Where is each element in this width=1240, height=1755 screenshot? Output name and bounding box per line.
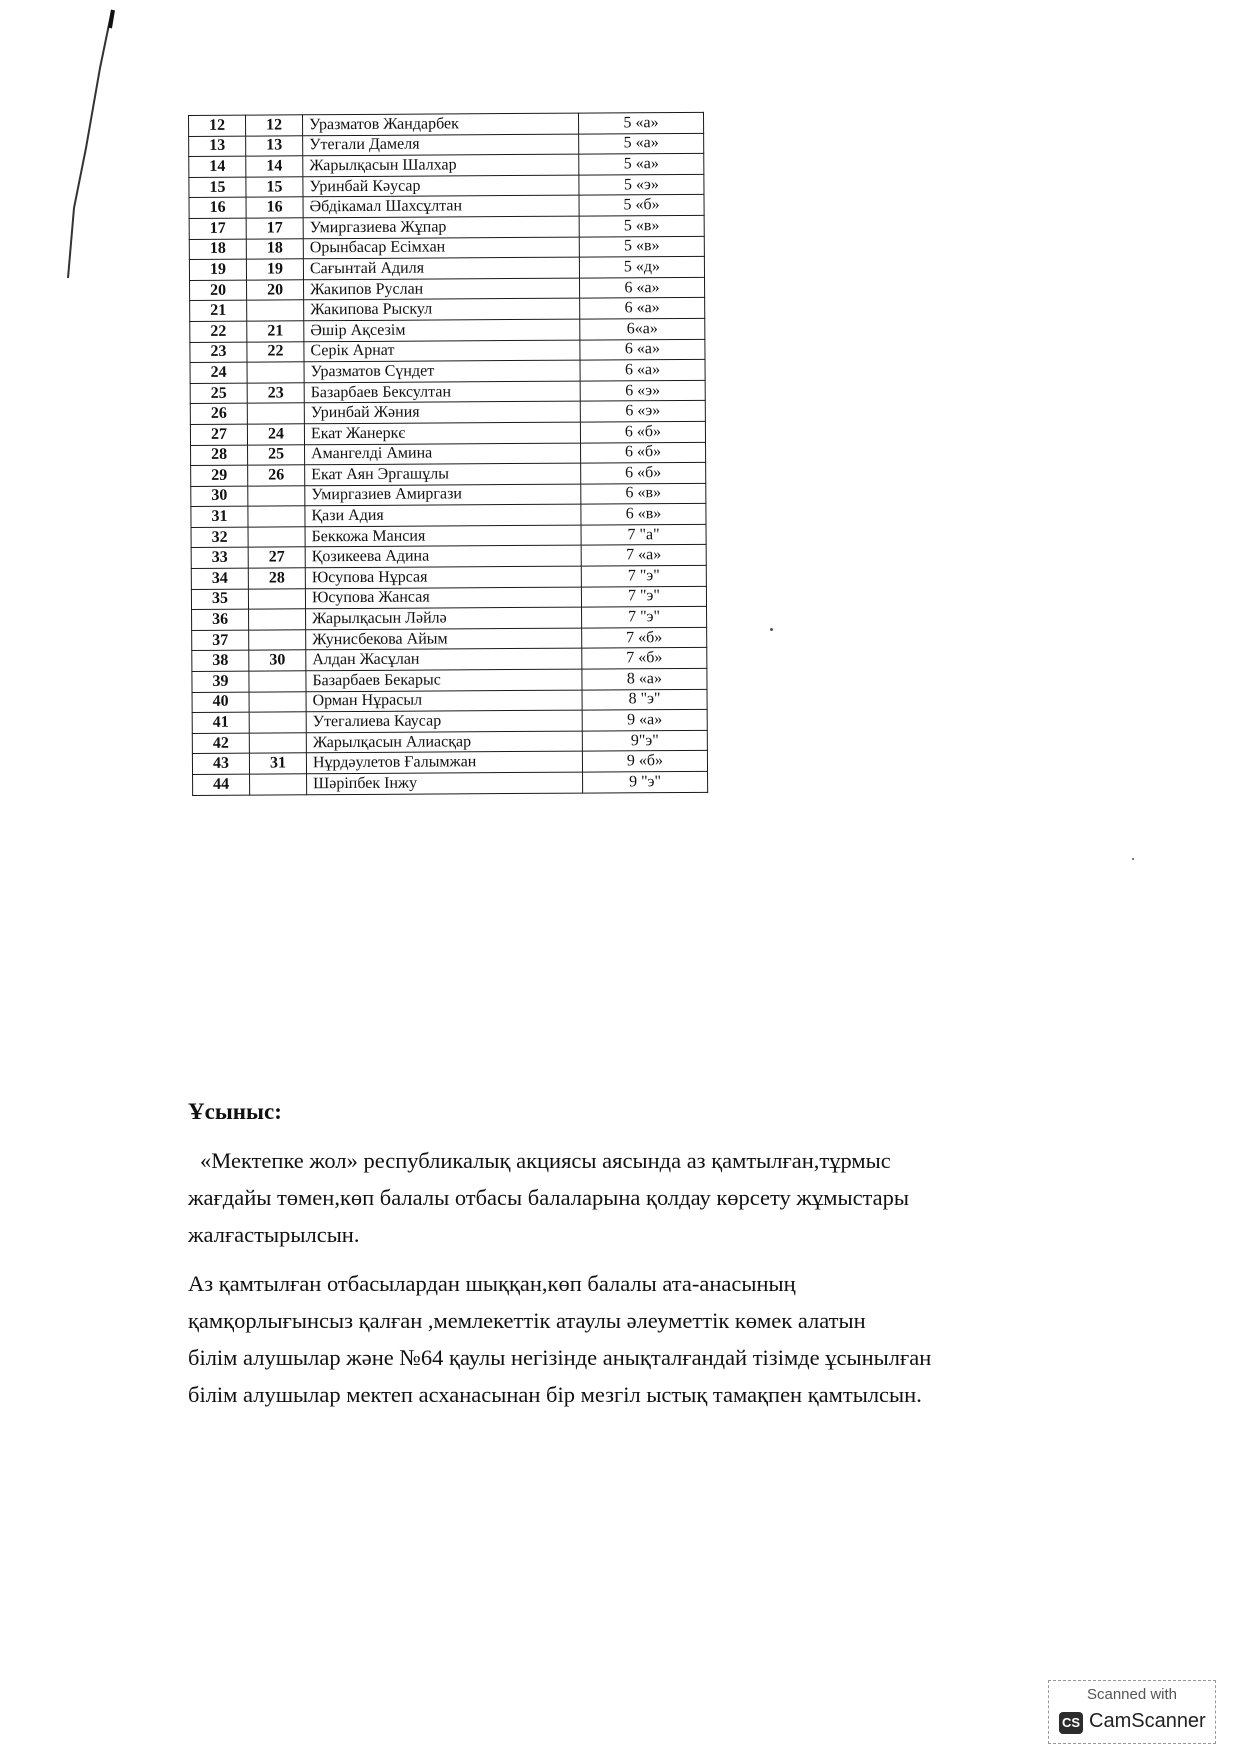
row-secondary-number-cell: 16 bbox=[246, 197, 303, 218]
row-number-cell: 31 bbox=[191, 506, 248, 527]
student-name-cell: Алдан Жасұлан bbox=[306, 649, 582, 671]
row-secondary-number-cell bbox=[249, 712, 306, 733]
scan-speck bbox=[770, 628, 773, 631]
class-cell: 7 «б» bbox=[582, 627, 707, 648]
class-cell: 8 "э" bbox=[582, 689, 707, 710]
row-number-cell: 35 bbox=[191, 589, 248, 610]
class-cell: 7 "э" bbox=[582, 607, 707, 628]
scanned-with-label: Scanned with bbox=[1086, 1686, 1178, 1703]
student-name-cell: Сағынтай Адиля bbox=[303, 257, 579, 279]
class-cell: 7 "э" bbox=[581, 586, 706, 607]
class-cell: 6 «в» bbox=[581, 504, 706, 525]
row-number-cell: 20 bbox=[190, 280, 247, 301]
row-number-cell: 29 bbox=[191, 465, 248, 486]
row-secondary-number-cell bbox=[250, 774, 307, 795]
student-name-cell: Әбдікамал Шахсұлтан bbox=[303, 195, 579, 217]
student-name-cell: Орман Нұрасыл bbox=[306, 690, 582, 712]
class-cell: 5 «а» bbox=[578, 112, 703, 133]
student-name-cell: Умиргазиев Амиргази bbox=[305, 484, 581, 506]
student-name-cell: Әшір Ақсезім bbox=[304, 319, 580, 341]
class-cell: 9 «б» bbox=[582, 751, 707, 772]
row-number-cell: 22 bbox=[190, 321, 247, 342]
student-name-cell: Жунисбекова Айым bbox=[306, 628, 582, 650]
class-cell: 5 «б» bbox=[579, 195, 704, 216]
student-list-table bbox=[188, 112, 708, 796]
row-number-cell: 39 bbox=[192, 671, 249, 692]
student-name-cell: Жарылқасын Ләйлә bbox=[306, 607, 582, 629]
table-row bbox=[193, 771, 708, 795]
row-secondary-number-cell bbox=[248, 527, 305, 548]
row-secondary-number-cell: 17 bbox=[246, 218, 303, 239]
row-number-cell: 32 bbox=[191, 527, 248, 548]
student-name-cell: Жарылқасын Шалхар bbox=[303, 154, 579, 176]
row-number-cell: 33 bbox=[191, 548, 248, 569]
row-secondary-number-cell bbox=[247, 362, 304, 383]
row-secondary-number-cell bbox=[248, 506, 305, 527]
row-number-cell: 43 bbox=[192, 754, 249, 775]
student-name-cell: Беккожа Мансия bbox=[305, 525, 581, 547]
row-number-cell: 36 bbox=[192, 609, 249, 630]
student-name-cell: Нұрдәулетов Ғалымжан bbox=[306, 752, 582, 774]
paragraph-line: Аз қамтылған отбасылардан шыққан,көп балалы ата-анасының bbox=[188, 1271, 796, 1296]
class-cell: 5 «д» bbox=[579, 257, 704, 278]
student-name-cell: Қази Адия bbox=[305, 504, 581, 526]
class-cell: 9"э" bbox=[582, 730, 707, 751]
row-number-cell: 25 bbox=[190, 383, 247, 404]
row-secondary-number-cell bbox=[249, 609, 306, 630]
camscanner-watermark bbox=[1048, 1680, 1216, 1744]
class-cell: 5 «в» bbox=[579, 236, 704, 257]
row-secondary-number-cell: 26 bbox=[248, 465, 305, 486]
student-name-cell: Екат Жанеркє bbox=[304, 422, 580, 444]
row-secondary-number-cell: 19 bbox=[246, 259, 303, 280]
paragraph-line: жалғастырылсын. bbox=[188, 1222, 360, 1247]
row-secondary-number-cell bbox=[249, 733, 306, 754]
row-secondary-number-cell bbox=[247, 300, 304, 321]
class-cell: 5 «э» bbox=[579, 174, 704, 195]
row-number-cell: 17 bbox=[189, 218, 246, 239]
row-secondary-number-cell bbox=[249, 671, 306, 692]
row-secondary-number-cell: 30 bbox=[249, 650, 306, 671]
class-cell: 7 "э" bbox=[581, 565, 706, 586]
row-number-cell: 41 bbox=[192, 712, 249, 733]
row-secondary-number-cell: 15 bbox=[246, 177, 303, 198]
table-body bbox=[189, 112, 708, 795]
row-secondary-number-cell: 18 bbox=[246, 238, 303, 259]
class-cell: 6 «э» bbox=[580, 401, 705, 422]
row-secondary-number-cell: 14 bbox=[246, 156, 303, 177]
student-name-cell: Уринбай Жәния bbox=[304, 401, 580, 423]
row-number-cell: 13 bbox=[189, 136, 246, 157]
section-title: Ұсыныс: bbox=[188, 1099, 282, 1124]
student-name-cell: Амангелді Амина bbox=[305, 443, 581, 465]
class-cell: 7 «а» bbox=[581, 545, 706, 566]
student-name-cell: Қозикеева Адина bbox=[305, 546, 581, 568]
row-number-cell: 19 bbox=[189, 259, 246, 280]
class-cell: 5 «а» bbox=[579, 154, 704, 175]
class-cell: 6 «а» bbox=[580, 277, 705, 298]
row-secondary-number-cell: 27 bbox=[248, 547, 305, 568]
class-cell: 6 «б» bbox=[581, 462, 706, 483]
row-secondary-number-cell bbox=[248, 485, 305, 506]
class-cell: 6«а» bbox=[580, 318, 705, 339]
row-secondary-number-cell: 24 bbox=[247, 424, 304, 445]
student-name-cell: Жакипов Руслан bbox=[304, 278, 580, 300]
row-number-cell: 27 bbox=[190, 424, 247, 445]
class-cell: 6 «б» bbox=[581, 442, 706, 463]
paragraph-line: білім алушылар мектеп асханасынан бір мезгіл ыстық тамақпен қамтылсын. bbox=[188, 1382, 922, 1407]
class-cell: 9 "э" bbox=[583, 771, 708, 792]
student-name-cell: Серік Арнат bbox=[304, 340, 580, 362]
student-name-cell: Утегалиева Каусар bbox=[306, 710, 582, 732]
student-name-cell: Базарбаев Бекарыс bbox=[306, 669, 582, 691]
scan-edge-mark bbox=[38, 8, 118, 278]
row-number-cell: 15 bbox=[189, 177, 246, 198]
class-cell: 6 «э» bbox=[580, 380, 705, 401]
student-name-cell: Юсупова Жансая bbox=[305, 587, 581, 609]
scan-speck bbox=[1132, 858, 1134, 860]
row-secondary-number-cell: 28 bbox=[248, 568, 305, 589]
camscanner-logo-icon: CS bbox=[1059, 1712, 1083, 1734]
recommendation-paragraph-2 bbox=[188, 1265, 1128, 1413]
class-cell: 6 «а» bbox=[580, 339, 705, 360]
student-name-cell: Базарбаев Бексултан bbox=[304, 381, 580, 403]
class-cell: 7 «б» bbox=[582, 648, 707, 669]
row-number-cell: 38 bbox=[192, 651, 249, 672]
row-number-cell: 12 bbox=[189, 115, 246, 136]
row-number-cell: 34 bbox=[191, 568, 248, 589]
student-name-cell: Уразматов Сүндет bbox=[304, 360, 580, 382]
row-secondary-number-cell: 25 bbox=[248, 444, 305, 465]
student-name-cell: Умиргазиева Жұпар bbox=[303, 216, 579, 238]
class-cell: 7 "а" bbox=[581, 524, 706, 545]
paragraph-line: қамқорлығынсыз қалған ,мемлекеттік атаулы әлеуметтік көмек алатын bbox=[188, 1308, 866, 1333]
row-number-cell: 18 bbox=[189, 239, 246, 260]
student-name-cell: Утегали Дамеля bbox=[303, 134, 579, 156]
row-secondary-number-cell: 22 bbox=[247, 341, 304, 362]
row-secondary-number-cell: 13 bbox=[246, 135, 303, 156]
row-number-cell: 21 bbox=[190, 300, 247, 321]
row-secondary-number-cell bbox=[249, 630, 306, 651]
row-secondary-number-cell: 21 bbox=[247, 321, 304, 342]
student-name-cell: Уразматов Жандарбек bbox=[303, 113, 579, 135]
class-cell: 9 «а» bbox=[582, 710, 707, 731]
camscanner-name: CamScanner bbox=[1089, 1710, 1206, 1732]
class-cell: 8 «а» bbox=[582, 668, 707, 689]
recommendation-paragraph-1 bbox=[188, 1142, 1128, 1253]
paragraph-line: «Мектепке жол» республикалық акциясы аясында аз қамтылған,тұрмыс bbox=[200, 1148, 891, 1173]
row-number-cell: 23 bbox=[190, 342, 247, 363]
student-name-cell: Орынбасар Есімхан bbox=[303, 237, 579, 259]
row-secondary-number-cell bbox=[247, 403, 304, 424]
student-name-cell: Жарылқасын Алиасқар bbox=[306, 731, 582, 753]
row-number-cell: 14 bbox=[189, 156, 246, 177]
class-cell: 5 «а» bbox=[579, 133, 704, 154]
row-secondary-number-cell: 12 bbox=[246, 115, 303, 136]
student-name-cell: Шәріпбек Інжу bbox=[307, 772, 583, 794]
student-name-cell: Екат Аян Эргашұлы bbox=[305, 463, 581, 485]
row-secondary-number-cell bbox=[248, 588, 305, 609]
row-secondary-number-cell: 20 bbox=[247, 280, 304, 301]
row-number-cell: 26 bbox=[190, 403, 247, 424]
row-number-cell: 37 bbox=[192, 630, 249, 651]
row-number-cell: 44 bbox=[193, 774, 250, 795]
student-name-cell: Жакипова Рыскул bbox=[304, 298, 580, 320]
row-secondary-number-cell bbox=[249, 691, 306, 712]
row-number-cell: 42 bbox=[192, 733, 249, 754]
row-number-cell: 16 bbox=[189, 198, 246, 219]
class-cell: 6 «а» bbox=[580, 298, 705, 319]
class-cell: 6 «а» bbox=[580, 359, 705, 380]
row-number-cell: 30 bbox=[191, 486, 248, 507]
paragraph-line: жағдайы төмен,көп балалы отбасы балаларына қолдау көрсету жұмыстары bbox=[188, 1185, 910, 1210]
class-cell: 6 «б» bbox=[580, 421, 705, 442]
student-name-cell: Уринбай Кәусар bbox=[303, 175, 579, 197]
paragraph-line: білім алушылар және №64 қаулы негізінде анықталғандай тізімде ұсынылған bbox=[188, 1345, 932, 1370]
class-cell: 5 «в» bbox=[579, 215, 704, 236]
row-secondary-number-cell: 31 bbox=[249, 753, 306, 774]
row-number-cell: 28 bbox=[191, 445, 248, 466]
row-number-cell: 40 bbox=[192, 692, 249, 713]
row-number-cell: 24 bbox=[190, 362, 247, 383]
class-cell: 6 «в» bbox=[581, 483, 706, 504]
student-name-cell: Юсупова Нұрсая bbox=[305, 566, 581, 588]
row-secondary-number-cell: 23 bbox=[247, 383, 304, 404]
